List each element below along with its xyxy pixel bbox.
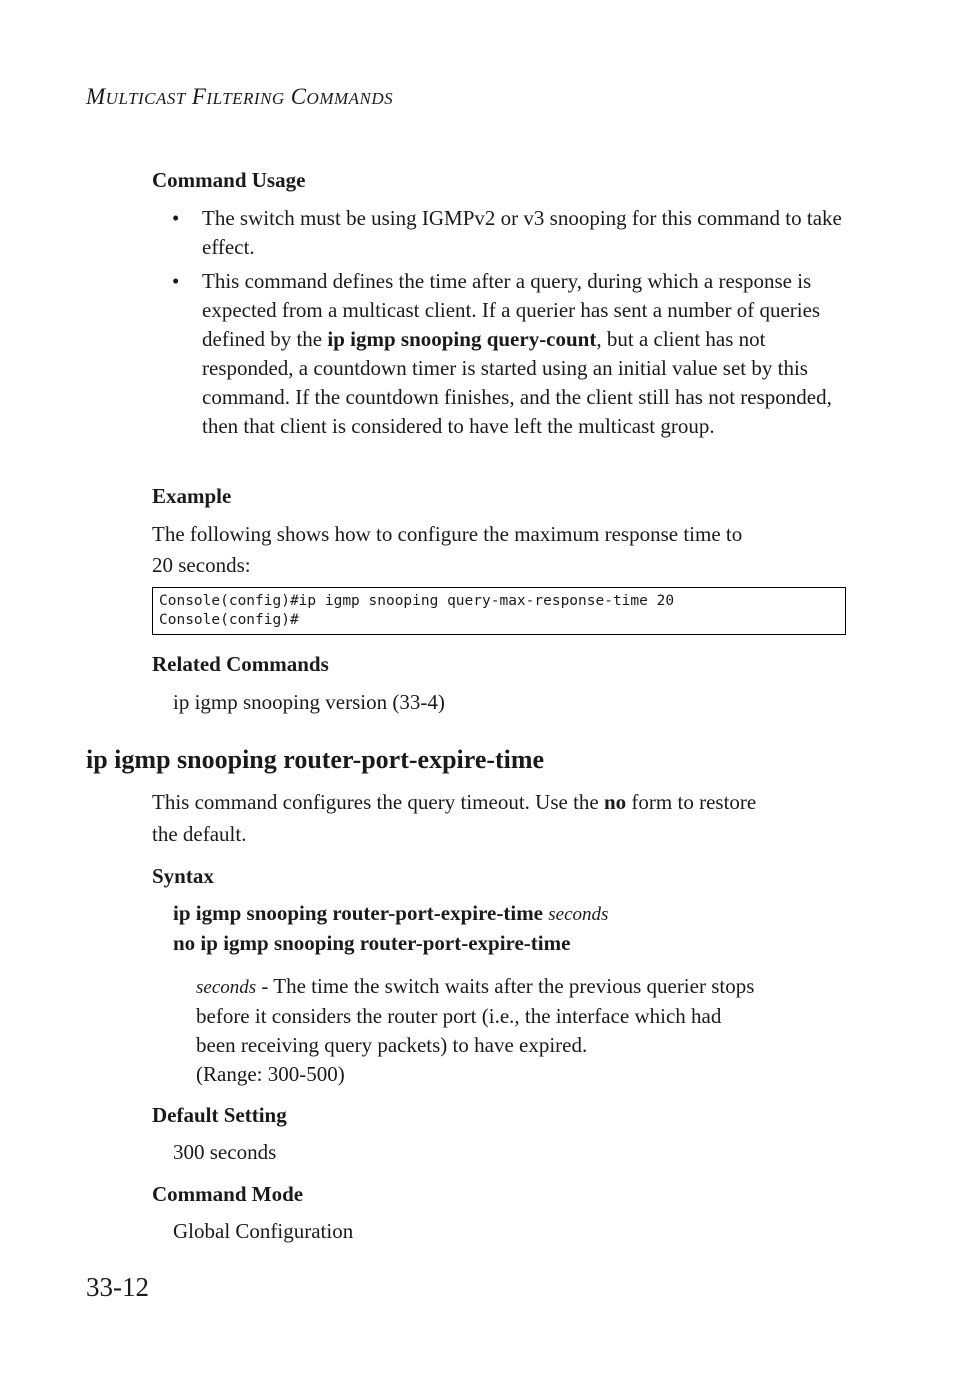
code-block bbox=[152, 587, 846, 635]
running-header-rest: OMMANDS bbox=[306, 89, 394, 108]
default-setting-heading: Default Setting bbox=[152, 1103, 287, 1127]
example-heading: Example bbox=[152, 484, 232, 508]
example-line: 20 seconds: bbox=[152, 553, 251, 577]
default-setting-value: 300 seconds bbox=[173, 1140, 277, 1164]
param-range: (Range: 300-500) bbox=[196, 1062, 345, 1086]
code-line: Console(config)#ip igmp snooping query-max-response-time 20 bbox=[159, 593, 675, 609]
syntax-line bbox=[173, 929, 608, 958]
code-line: Console(config)# bbox=[159, 612, 299, 628]
intro-text: form to restore bbox=[626, 790, 757, 814]
param-name: seconds bbox=[196, 977, 257, 998]
list-item bbox=[172, 204, 852, 262]
syntax-command: no ip igmp snooping router-port-expire-time bbox=[173, 931, 571, 955]
param-line bbox=[196, 972, 846, 1002]
section-intro bbox=[152, 786, 756, 850]
intro-text: This command configures the query timeout. Use the bbox=[152, 790, 604, 814]
bullet-bold-command: ip igmp snooping query-count bbox=[327, 327, 597, 351]
related-commands-heading: Related Commands bbox=[152, 652, 329, 676]
bullet-text: The switch must be using IGMPv2 or v3 snooping for this command to take effect. bbox=[202, 206, 842, 259]
bullet-symbol: • bbox=[172, 206, 180, 230]
param-text: - The time the switch waits after the previous querier stops bbox=[256, 974, 755, 998]
bullet-text: , but a client has not responded, a countdown timer is started using an initial value set by this command. If the countdown finishes, and the client still has not responded, then that client is considered to have left the multicast group. bbox=[202, 327, 832, 438]
running-header-cap: F bbox=[191, 84, 207, 109]
running-header-rest: ILTERING bbox=[206, 89, 285, 108]
bullet-symbol: • bbox=[172, 269, 180, 293]
running-header-cap: M bbox=[86, 84, 106, 109]
syntax-param: seconds bbox=[548, 904, 609, 925]
example-text bbox=[152, 519, 742, 581]
syntax-command: ip igmp snooping router-port-expire-time bbox=[173, 901, 544, 925]
example-line: The following shows how to configure the maximum response time to bbox=[152, 522, 743, 546]
syntax-line bbox=[173, 899, 608, 929]
intro-bold: no bbox=[603, 790, 627, 814]
intro-line: the default. bbox=[152, 822, 247, 846]
command-usage-heading: Command Usage bbox=[152, 168, 306, 192]
related-command-item: ip igmp snooping version (33-4) bbox=[173, 690, 445, 714]
syntax-heading: Syntax bbox=[152, 864, 214, 888]
section-title: ip igmp snooping router-port-expire-time bbox=[86, 745, 545, 774]
list-item bbox=[172, 267, 852, 441]
bullet-text: This command defines the time after a query, during which a response is expected from a multicast client. If a querier has sent a number of queries defined by the bbox=[202, 269, 821, 351]
running-header-cap: C bbox=[290, 84, 307, 109]
param-line: been receiving query packets) to have expired. bbox=[196, 1033, 588, 1057]
param-description bbox=[196, 972, 846, 1089]
intro-line bbox=[152, 786, 756, 818]
running-header-rest: ULTICAST bbox=[105, 89, 186, 108]
running-header bbox=[86, 84, 393, 110]
command-mode-heading: Command Mode bbox=[152, 1182, 304, 1206]
command-mode-value: Global Configuration bbox=[173, 1219, 354, 1243]
command-usage-list bbox=[172, 204, 852, 446]
page-number: 33-12 bbox=[86, 1272, 149, 1302]
param-line: before it considers the router port (i.e., the interface which had bbox=[196, 1004, 722, 1028]
syntax-commands bbox=[173, 899, 608, 958]
